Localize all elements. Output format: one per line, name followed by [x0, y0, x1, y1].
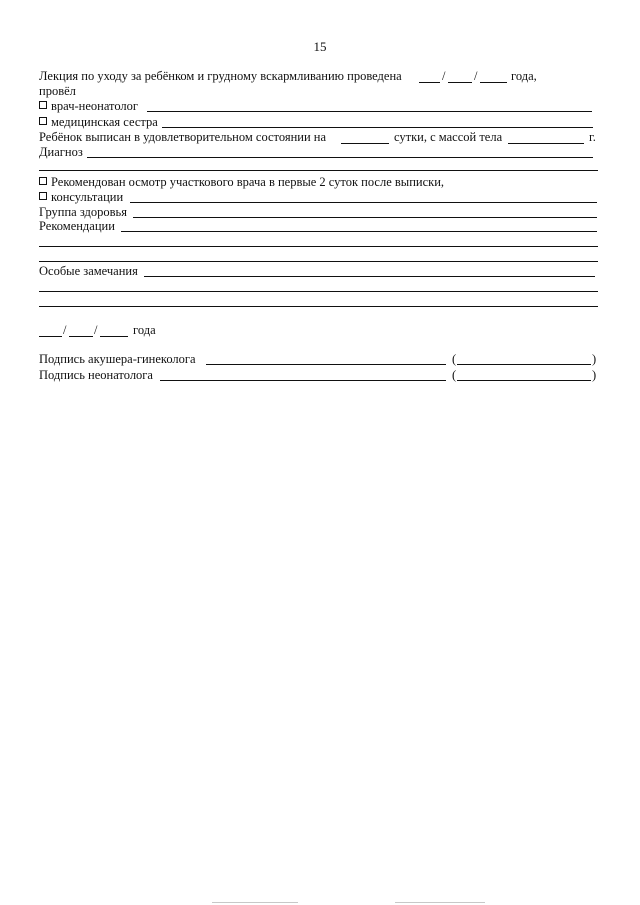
diagnosis-field[interactable] — [87, 157, 593, 158]
discharge-days-text: сутки, с массой тела — [394, 130, 503, 144]
paren-open: ( — [452, 352, 457, 366]
consultations-option — [39, 190, 123, 204]
checkbox-icon[interactable] — [39, 117, 47, 125]
discharge-text: Ребёнок выписан в удовлетворительном состоянии на — [39, 130, 327, 144]
diagnosis-label: Диагноз — [39, 145, 83, 159]
checkbox-icon[interactable] — [39, 177, 47, 185]
date-day-field[interactable] — [39, 336, 62, 337]
special-notes-label: Особые замечания — [39, 264, 138, 278]
checkbox-icon[interactable] — [39, 101, 47, 109]
conducted-label: провёл — [39, 84, 76, 98]
scan-edge — [212, 902, 298, 903]
lecture-day-field[interactable] — [419, 82, 440, 83]
obstetrician-name-field[interactable] — [457, 364, 591, 365]
weight-unit: г. — [589, 130, 596, 144]
date-month-field[interactable] — [69, 336, 93, 337]
health-group-label: Группа здоровья — [39, 205, 128, 219]
obstetrician-signature-label: Подпись акушера-гинеколога — [39, 352, 196, 366]
lecture-text: Лекция по уходу за ребёнком и грудному вскармливанию проведена — [39, 69, 402, 83]
neonatologist-label: врач-неонатолог — [51, 99, 139, 113]
neonatologist-signature-field[interactable] — [160, 380, 446, 381]
date-year-field[interactable] — [100, 336, 128, 337]
neonatologist-option — [39, 99, 138, 113]
special-notes-field-line3[interactable] — [39, 306, 598, 307]
nurse-field[interactable] — [162, 127, 593, 128]
nurse-label: медицинская сестра — [51, 115, 158, 129]
scan-edge — [395, 902, 485, 903]
special-notes-field[interactable] — [144, 276, 595, 277]
recommendations-label: Рекомендации — [39, 219, 115, 233]
date-separator: / — [94, 323, 98, 337]
special-notes-field-line2[interactable] — [39, 291, 598, 292]
lecture-year-field[interactable] — [480, 82, 507, 83]
date-separator: / — [474, 69, 478, 83]
neonatologist-field[interactable] — [147, 111, 592, 112]
paren-close: ) — [592, 352, 597, 366]
date-separator: / — [63, 323, 67, 337]
diagnosis-field-line2[interactable] — [39, 170, 598, 171]
lecture-month-field[interactable] — [448, 82, 472, 83]
recommended-exam-label: Рекомендован осмотр участкового врача в первые 2 суток после выписки, — [51, 175, 445, 189]
neonatologist-name-field[interactable] — [457, 380, 591, 381]
date-year-word: года — [133, 323, 156, 337]
checkbox-icon[interactable] — [39, 192, 47, 200]
consultations-field[interactable] — [130, 202, 597, 203]
nurse-option — [39, 115, 158, 129]
recommendations-field-line3[interactable] — [39, 261, 598, 262]
health-group-field[interactable] — [133, 217, 597, 218]
paren-open: ( — [452, 368, 457, 382]
recommendations-field-line2[interactable] — [39, 246, 598, 247]
date-separator: / — [442, 69, 446, 83]
paren-close: ) — [592, 368, 597, 382]
lecture-year-word: года, — [511, 69, 537, 83]
recommended-exam-option — [39, 175, 444, 189]
birth-weight-field[interactable] — [508, 143, 584, 144]
recommendations-field[interactable] — [121, 231, 597, 232]
obstetrician-signature-field[interactable] — [206, 364, 446, 365]
page-number: 15 — [313, 39, 327, 54]
consultations-label: консультации — [51, 190, 124, 204]
neonatologist-signature-label: Подпись неонатолога — [39, 368, 153, 382]
discharge-day-field[interactable] — [341, 143, 389, 144]
